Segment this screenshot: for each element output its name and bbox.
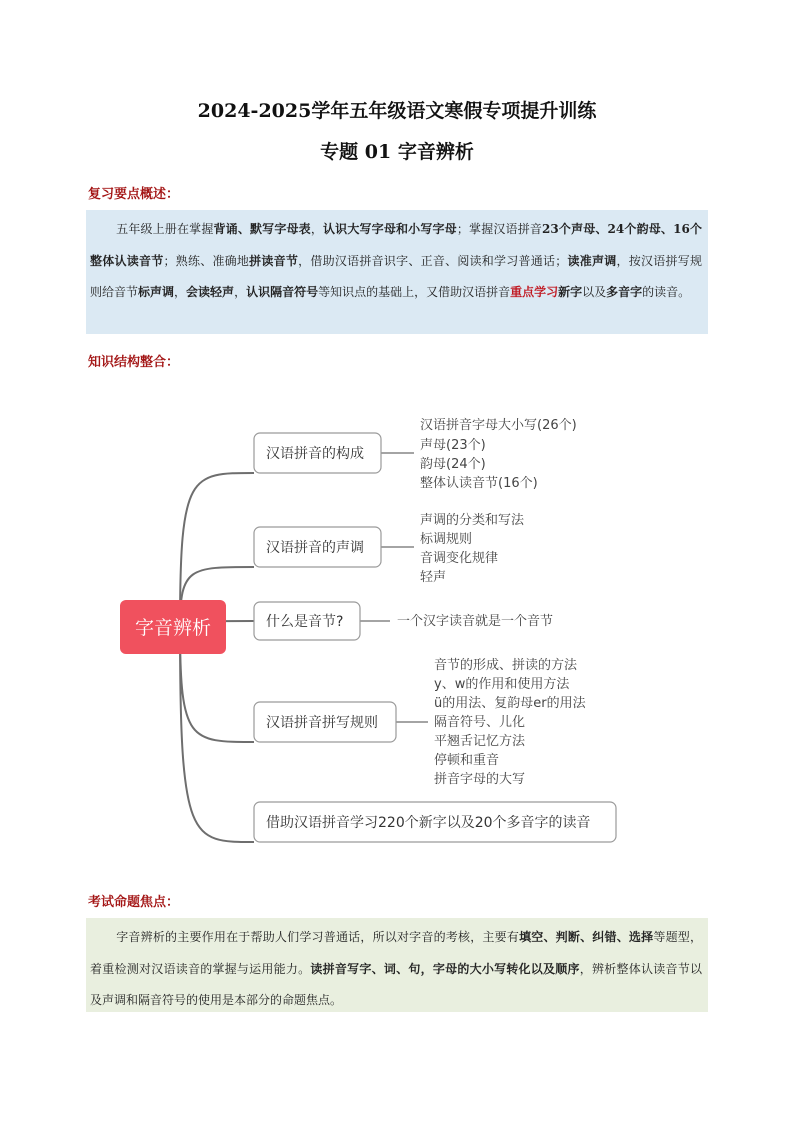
mindmap-leaf-text: 声调的分类和写法 <box>420 513 525 528</box>
mindmap-branch-label: 什么是音节? <box>266 614 344 630</box>
review-segment: 重点学习 <box>510 285 559 299</box>
review-segment: ；掌握汉语拼音 <box>456 222 543 236</box>
review-segment: 标声调 <box>138 285 175 299</box>
exam-segment: 填空、判断、纠错、选择 <box>519 930 654 944</box>
mindmap-leaf-text: 轻声 <box>420 570 447 585</box>
review-segment: 23个声母、24个韵母、16个整体认读音节 <box>90 222 702 268</box>
review-segment: 新字 <box>558 285 583 299</box>
review-segment: ；熟练、准确地 <box>163 253 250 268</box>
mindmap-leaf-text: 一个汉字读音就是一个音节 <box>397 614 554 629</box>
document-title: 2024-2025学年五年级语文寒假专项提升训练 <box>197 100 597 122</box>
review-segment: 会读轻声 <box>186 285 235 299</box>
mindmap-leaf-text: 标调规则 <box>420 532 473 547</box>
exam-focus-text <box>90 930 702 1007</box>
mindmap-branch-label: 汉语拼音拼写规则 <box>266 715 378 731</box>
mindmap-leaf-text: y、w的作用和使用方法 <box>434 677 570 692</box>
exam-segment: 等题型，着重检测对汉语读音的掌握与运用能力。 <box>90 930 702 976</box>
review-segment: 等知识点的基础上，又借助汉语拼音 <box>318 285 511 299</box>
review-segment: 多音字 <box>606 285 643 299</box>
mindmap-leaf-text: 停顿和重音 <box>434 753 500 768</box>
structure-heading: 知识结构整合： <box>88 355 180 370</box>
review-summary-text <box>90 222 702 299</box>
exam-segment: 读拼音写字、词、句，字母的大小写转化以及顺序 <box>310 961 580 976</box>
review-heading: 复习要点概述： <box>88 187 180 202</box>
review-segment: 认识大写字母和小写字母 <box>323 222 457 236</box>
mindmap-leaf-text: 声母(23个) <box>420 438 486 453</box>
review-segment: 背诵、默写字母表 <box>213 222 311 236</box>
mindmap-root-label: 字音辨析 <box>134 617 212 639</box>
review-segment: 五年级上册在掌握 <box>116 222 214 236</box>
review-segment: ， <box>174 285 187 299</box>
mindmap-leaf-text: 整体认读音节(16个) <box>420 476 538 491</box>
mindmap-leaf-text: 音节的形成、拼读的方法 <box>434 658 578 673</box>
exam-focus-box <box>86 918 708 1012</box>
mindmap-leaf-text: 拼音字母的大写 <box>434 772 526 787</box>
review-segment: 的读音。 <box>642 285 691 299</box>
review-segment: 认识隔音符号 <box>246 285 319 299</box>
document-subtitle: 专题 01 字音辨析 <box>320 141 474 163</box>
knowledge-mindmap <box>0 390 794 860</box>
exam-segment: 字音辨析的主要作用在于帮助人们学习普通话，所以对字音的考核，主要有 <box>116 930 520 944</box>
exam-segment: ，辨析整体认读音节以及声调和隔音符号的使用是本部分的命题焦点。 <box>90 961 702 1007</box>
mindmap-branch-label: 借助汉语拼音学习220个新字以及20个多音字的读音 <box>266 815 591 831</box>
review-segment: ， <box>310 222 324 236</box>
mindmap-branch-label: 汉语拼音的声调 <box>266 540 364 556</box>
review-segment: ，按汉语拼写规则给音节 <box>90 253 702 299</box>
mindmap-connector <box>180 627 254 842</box>
mindmap-leaf-text: 音调变化规律 <box>420 551 499 566</box>
mindmap-leaf-text: 韵母(24个) <box>420 457 486 472</box>
review-segment: 读准声调 <box>567 253 617 268</box>
mindmap-leaf-text: ü的用法、复韵母er的用法 <box>434 696 586 711</box>
review-segment: 以及 <box>582 285 607 299</box>
mindmap-leaf-text: 汉语拼音字母大小写(26个) <box>420 418 577 433</box>
review-summary-box <box>86 210 708 334</box>
review-segment: 拼读音节 <box>249 253 299 268</box>
mindmap-branch-label: 汉语拼音的构成 <box>266 446 364 462</box>
review-segment: ， <box>234 285 247 299</box>
mindmap-leaf-text: 平翘舌记忆方法 <box>434 734 526 749</box>
exam-heading: 考试命题焦点： <box>88 895 180 910</box>
mindmap-leaf-text: 隔音符号、儿化 <box>434 715 526 730</box>
review-segment: ，借助汉语拼音识字、正音、阅读和学习普通话； <box>298 253 568 268</box>
